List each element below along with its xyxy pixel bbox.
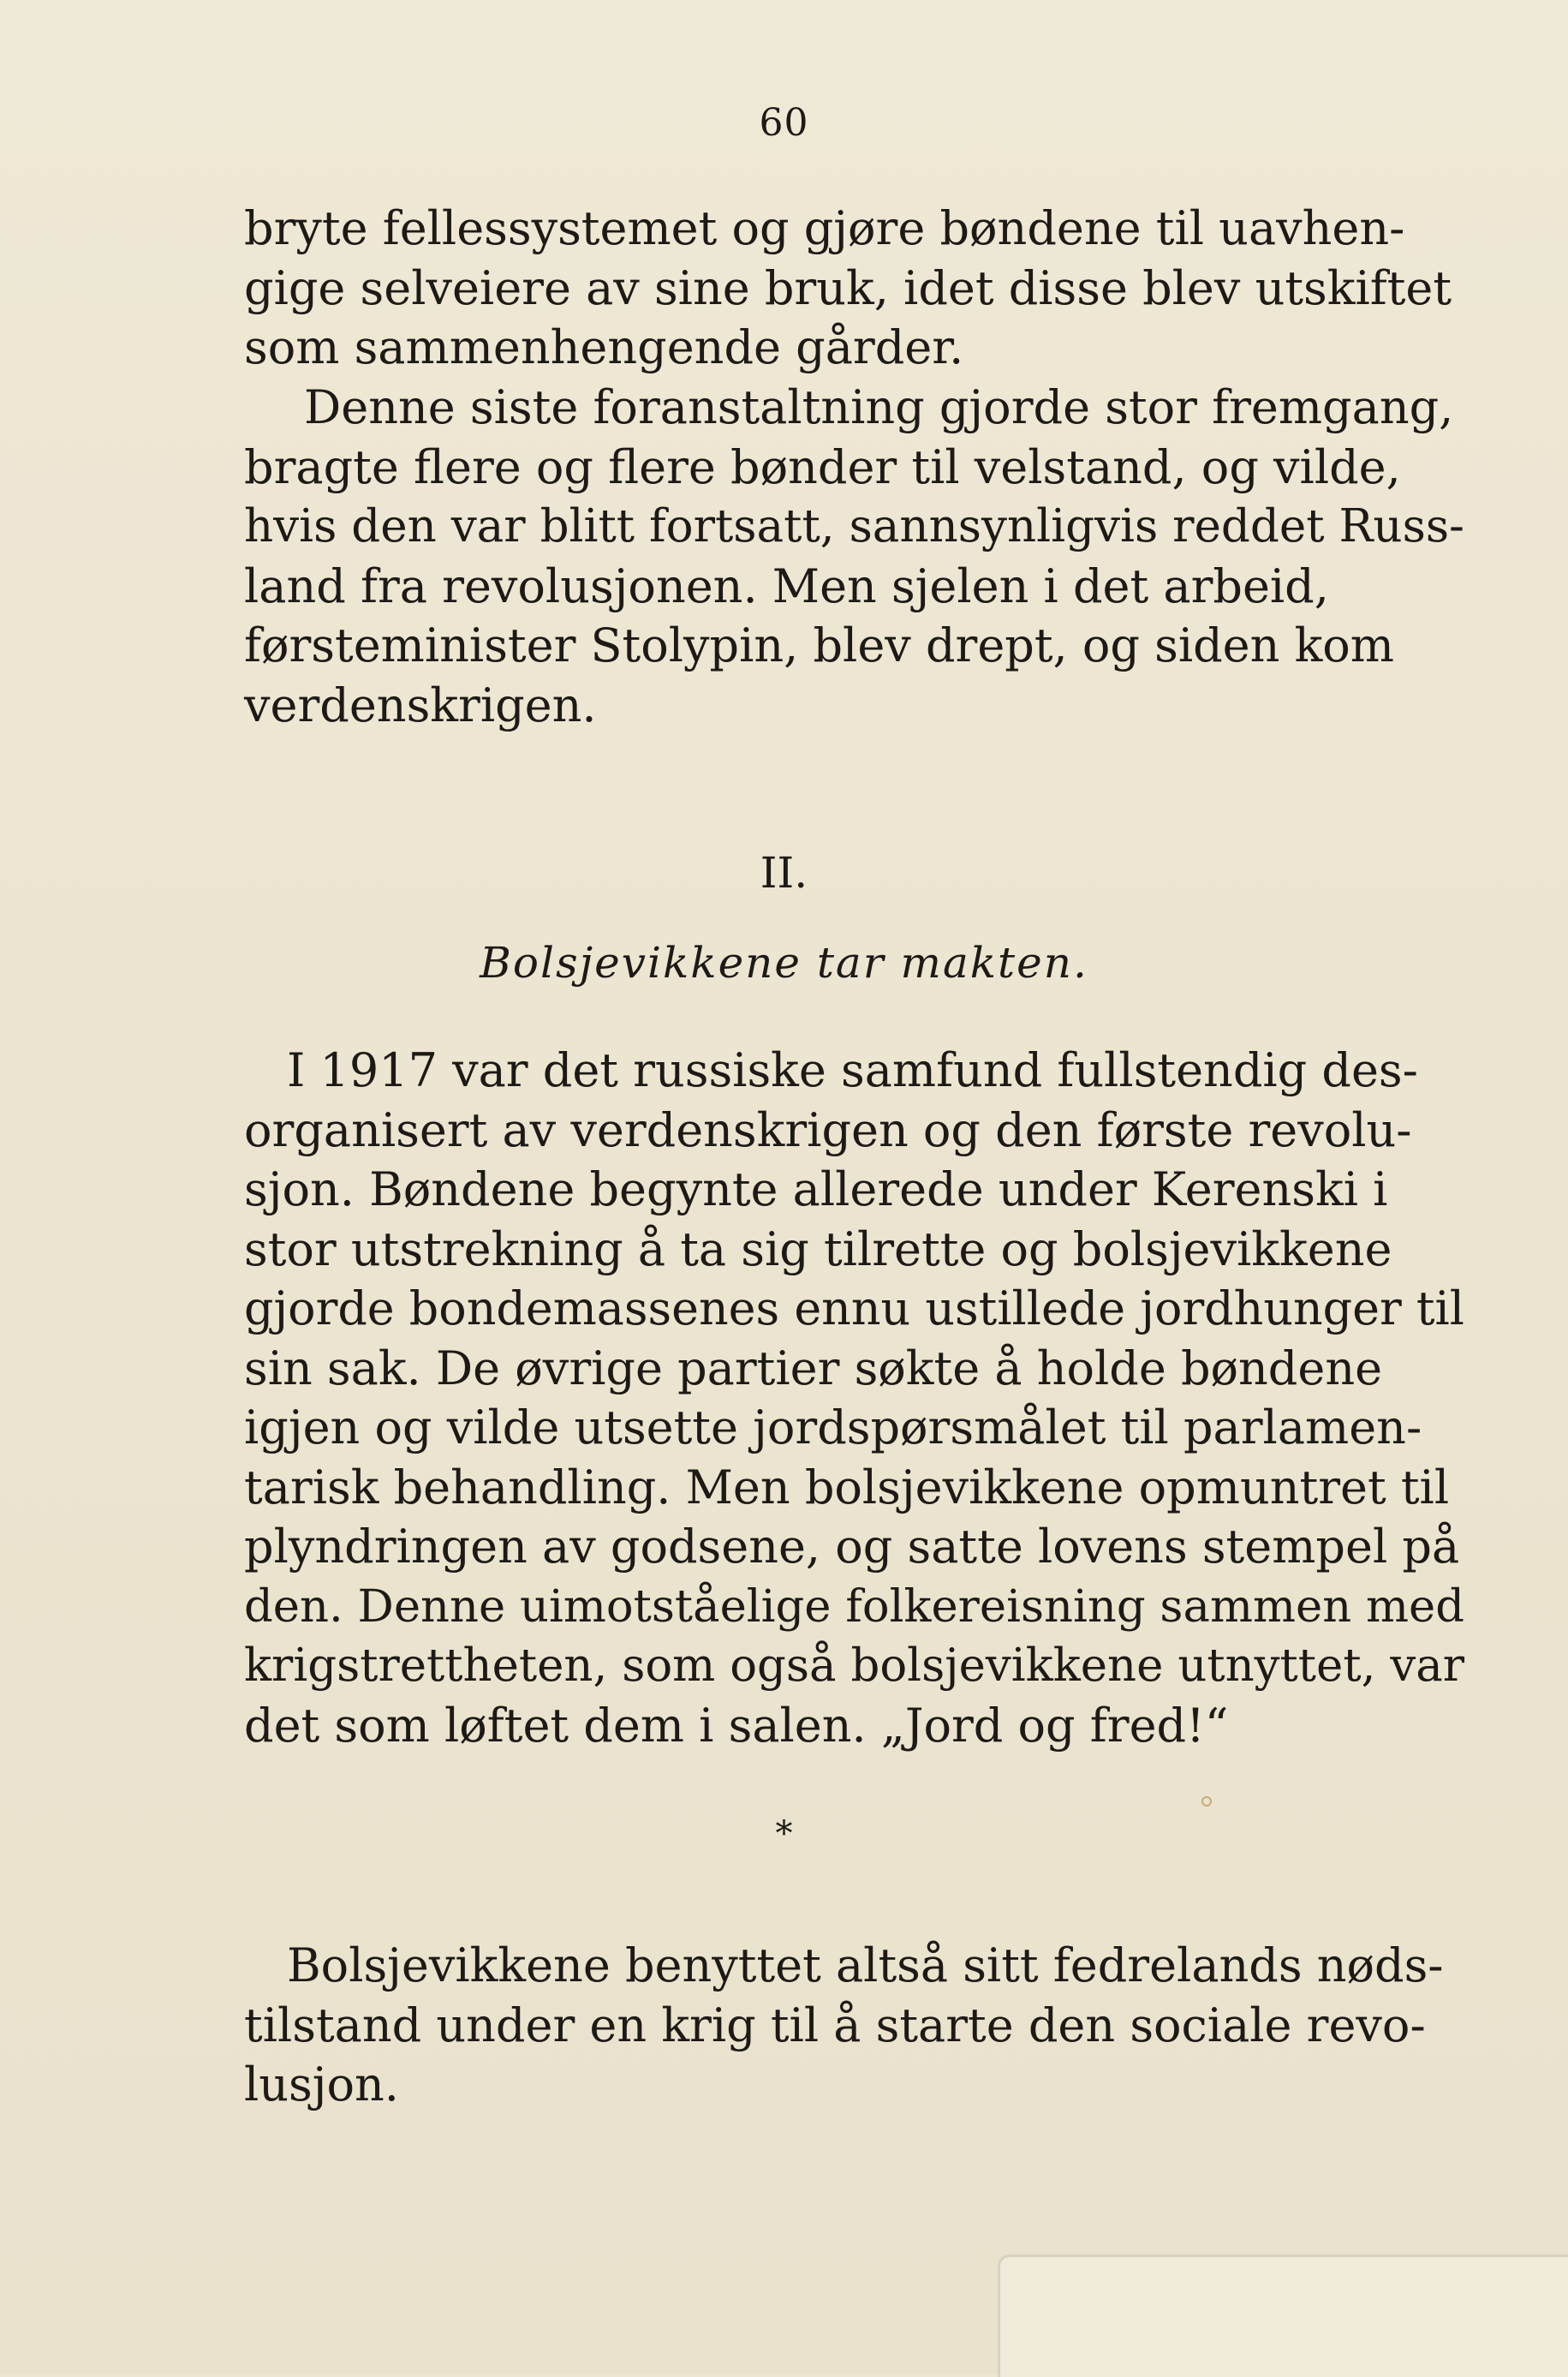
text-line: sjon. Bøndene begynte allerede under Kerenski i xyxy=(244,1162,1388,1216)
text-line: bryte fellessystemet og gjøre bøndene til uavhen- xyxy=(244,201,1405,255)
text-line: igjen og vilde utsette jordspørsmålet til parlamen- xyxy=(244,1401,1422,1454)
text-line: lusjon. xyxy=(244,2057,399,2111)
paragraph-1 xyxy=(244,199,1464,378)
text-line: tarisk behandling. Men bolsjevikkene opmuntret til xyxy=(244,1460,1450,1514)
text-line: verdenskrigen. xyxy=(244,678,597,732)
page-number: 60 xyxy=(759,101,809,145)
text-line: stor utstrekning å ta sig tilrette og bolsjevikkene xyxy=(244,1221,1392,1276)
text-line: den. Denne uimotståelige folkereisning sammen med xyxy=(244,1580,1464,1633)
text-line: hvis den var blitt fortsatt, sannsynligvis reddet Russ- xyxy=(244,499,1464,552)
text-line: land fra revolusjonen. Men sjelen i det arbeid, xyxy=(244,558,1329,613)
text-line: som sammenhengende gårder. xyxy=(244,320,964,374)
paragraph-3 xyxy=(244,1041,1464,1755)
text-line: Denne siste foranstaltning gjorde stor fremgang, xyxy=(304,380,1454,434)
section-separator: * xyxy=(775,1814,793,1854)
paragraph-4 xyxy=(244,1936,1464,2115)
paragraph-2 xyxy=(244,378,1464,735)
text-line: organisert av verdenskrigen og den første revolu- xyxy=(244,1102,1412,1157)
text-line: krigstrettheten, som også bolsjevikkene utnyttet, var xyxy=(244,1639,1464,1692)
text-line: gige selveiere av sine bruk, idet disse blev utskiftet xyxy=(244,260,1452,315)
text-line: førsteminister Stolypin, blev drept, og siden kom xyxy=(244,618,1395,672)
text-line: plyndringen av godsene, og satte lovens stempel på xyxy=(244,1520,1460,1574)
text-line: bragte flere og flere bønder til velstand, og vilde, xyxy=(244,439,1401,494)
text-line: det som løftet dem i salen. „Jord og fred!“ xyxy=(244,1698,1229,1753)
text-line: gjorde bondemassenes ennu ustillede jordhunger til xyxy=(244,1281,1464,1335)
text-line: I 1917 var det russiske samfund fullstendig des- xyxy=(287,1043,1418,1097)
section-title: Bolsjevikkene tar makten. xyxy=(480,938,1088,988)
section-number: II. xyxy=(760,848,808,898)
ink-spot xyxy=(1201,1796,1212,1807)
text-line: sin sak. De øvrige partier søkte å holde bøndene xyxy=(244,1341,1383,1395)
text-line: Bolsjevikkene benyttet altså sitt fedrelands nøds- xyxy=(287,1938,1444,1992)
paper-clip-mark xyxy=(998,2255,1568,2377)
text-line: tilstand under en krig til å starte den sociale revo- xyxy=(244,1998,1426,2052)
